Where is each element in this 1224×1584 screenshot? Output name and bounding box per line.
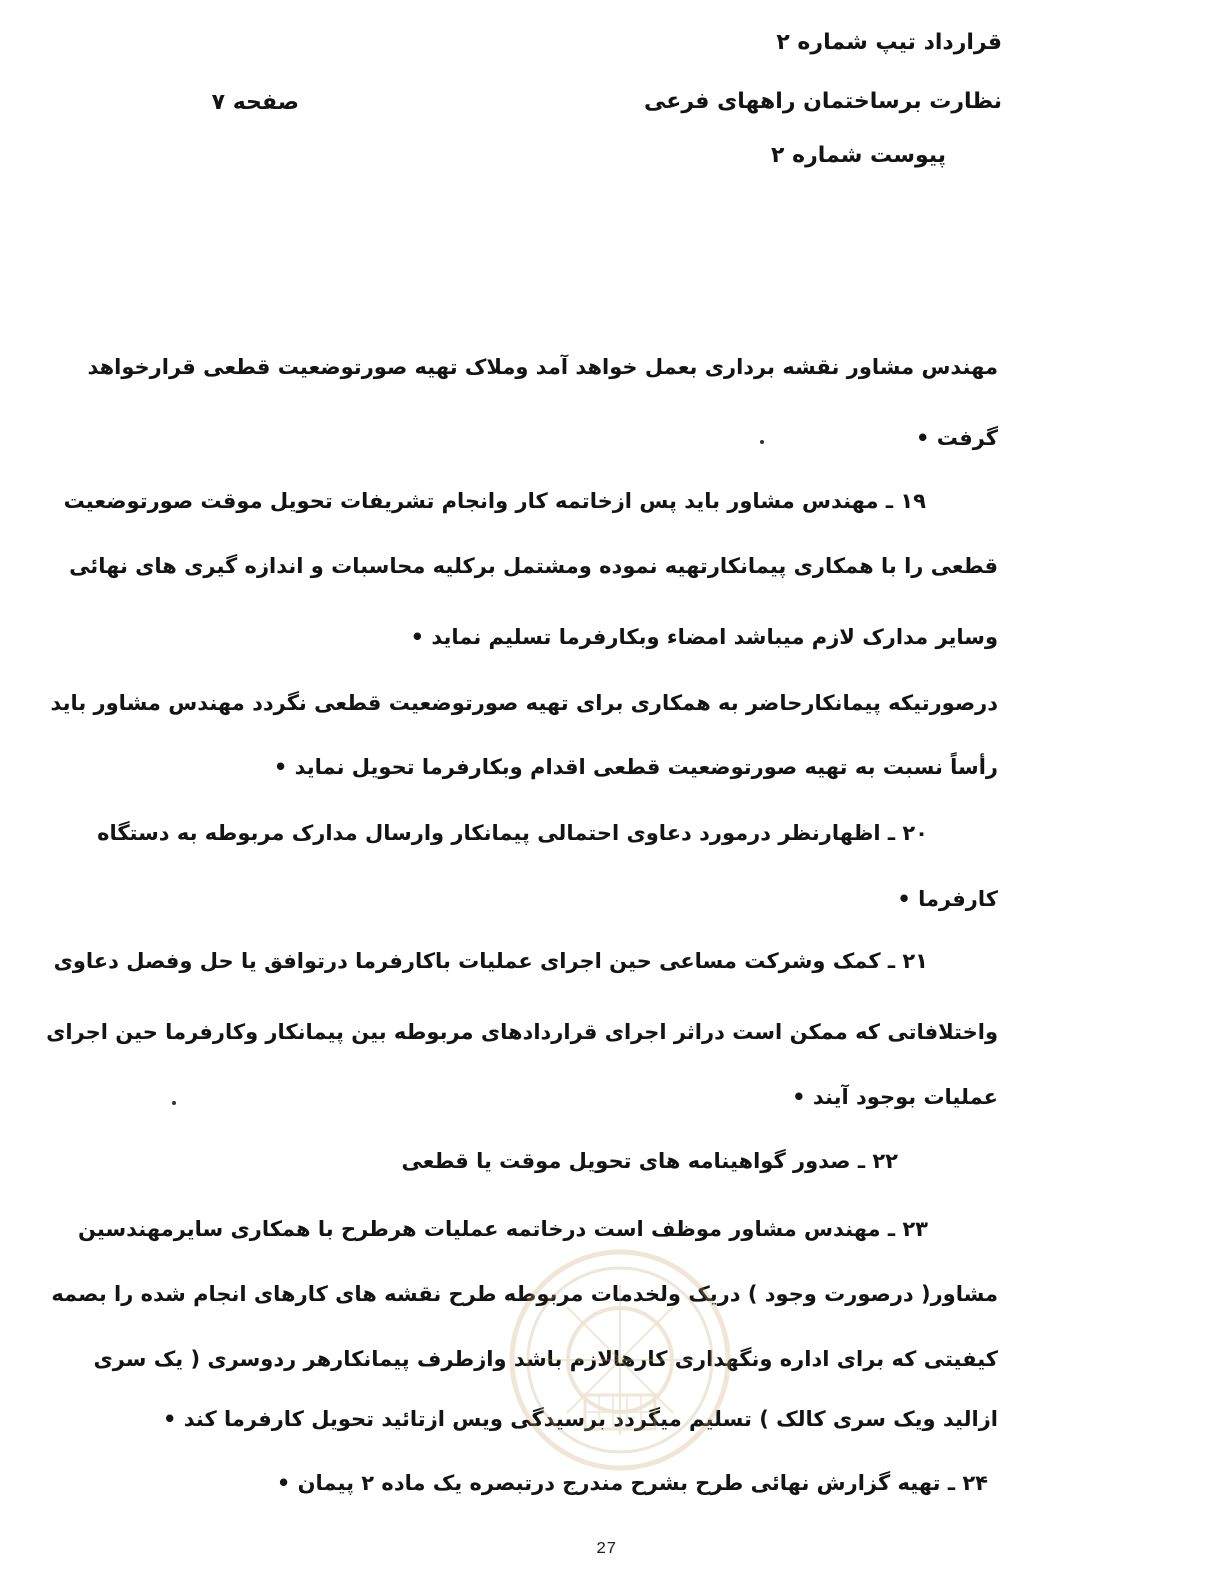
body-line: ۲۰ ـ اظهارنظر درمورد دعاوی احتمالی پیمانکار وارسال مدارک مربوطه به دستگاه bbox=[97, 821, 928, 845]
body-line: ازالید ویک سری کالک ) تسلیم میگردد برسیدگی ویس ازتائید تحویل کارفرما کند • bbox=[163, 1407, 998, 1431]
body-line: قطعی را با همکاری پیمانکارتهیه نموده ومشتمل برکلیه محاسبات و اندازه گیری های نهائی bbox=[69, 554, 998, 578]
body-line: وسایر مدارک لازم میباشد امضاء وبکارفرما تسلیم نماید • bbox=[410, 625, 998, 649]
scan-speck bbox=[760, 440, 764, 444]
body-line: عملیات بوجود آیند • bbox=[792, 1085, 998, 1109]
header-line-contract-type: قرارداد تیپ شماره ۲ bbox=[776, 30, 1002, 55]
body-line: کارفرما • bbox=[897, 887, 998, 911]
body-line: کیفیتی که برای اداره ونگهداری کارهالازم باشد وازطرف پیمانکارهر ردوسری ( یک سری bbox=[93, 1347, 998, 1371]
body-line: گرفت • bbox=[916, 426, 998, 450]
page-label: صفحه ۷ bbox=[211, 90, 299, 115]
body-line: ۲۲ ـ صدور گواهینامه های تحویل موقت یا قطعی bbox=[401, 1149, 898, 1173]
page-number: 27 bbox=[596, 1540, 617, 1559]
header-line-attachment: پیوست شماره ۲ bbox=[770, 143, 946, 168]
body-line: ۲۳ ـ مهندس مشاور موظف است درخاتمه عملیات هرطرح با همکاری سایرمهندسین bbox=[78, 1217, 928, 1241]
body-line: ۲۱ ـ کمک وشرکت مساعی حین اجرای عملیات باکارفرما درتوافق یا حل وفصل دعاوی bbox=[53, 949, 928, 973]
body-line: ۱۹ ـ مهندس مشاور باید پس ازخاتمه کار وانجام تشریفات تحویل موقت صورتوضعیت bbox=[63, 489, 926, 513]
body-line: مشاور( درصورت وجود ) دریک ولخدمات مربوطه طرح نقشه های کارهای انجام شده را بصمه bbox=[51, 1282, 998, 1306]
scan-speck bbox=[172, 1101, 176, 1105]
body-line: رأساً نسبت به تهیه صورتوضعیت قطعی اقدام وبکارفرما تحویل نماید • bbox=[273, 755, 998, 779]
body-line: درصورتیکه پیمانکارحاضر به همکاری برای تهیه صورتوضعیت قطعی نگردد مهندس مشاور باید bbox=[50, 691, 998, 715]
body-line: مهندس مشاور نقشه برداری بعمل خواهد آمد وملاک تهیه صورتوضعیت قطعی قرارخواهد bbox=[87, 355, 998, 379]
watermark-seal-icon bbox=[505, 1245, 735, 1475]
header-line-supervision: نظارت برساختمان راههای فرعی bbox=[644, 89, 1002, 114]
body-line: ۲۴ ـ تهیه گزارش نهائی طرح بشرح مندرج درتبصره یک ماده ۲ پیمان • bbox=[276, 1471, 988, 1495]
body-line: واختلافاتی که ممکن است دراثر اجرای قراردادهای مربوطه بین پیمانکار وکارفرما حین اجرای bbox=[46, 1020, 998, 1044]
